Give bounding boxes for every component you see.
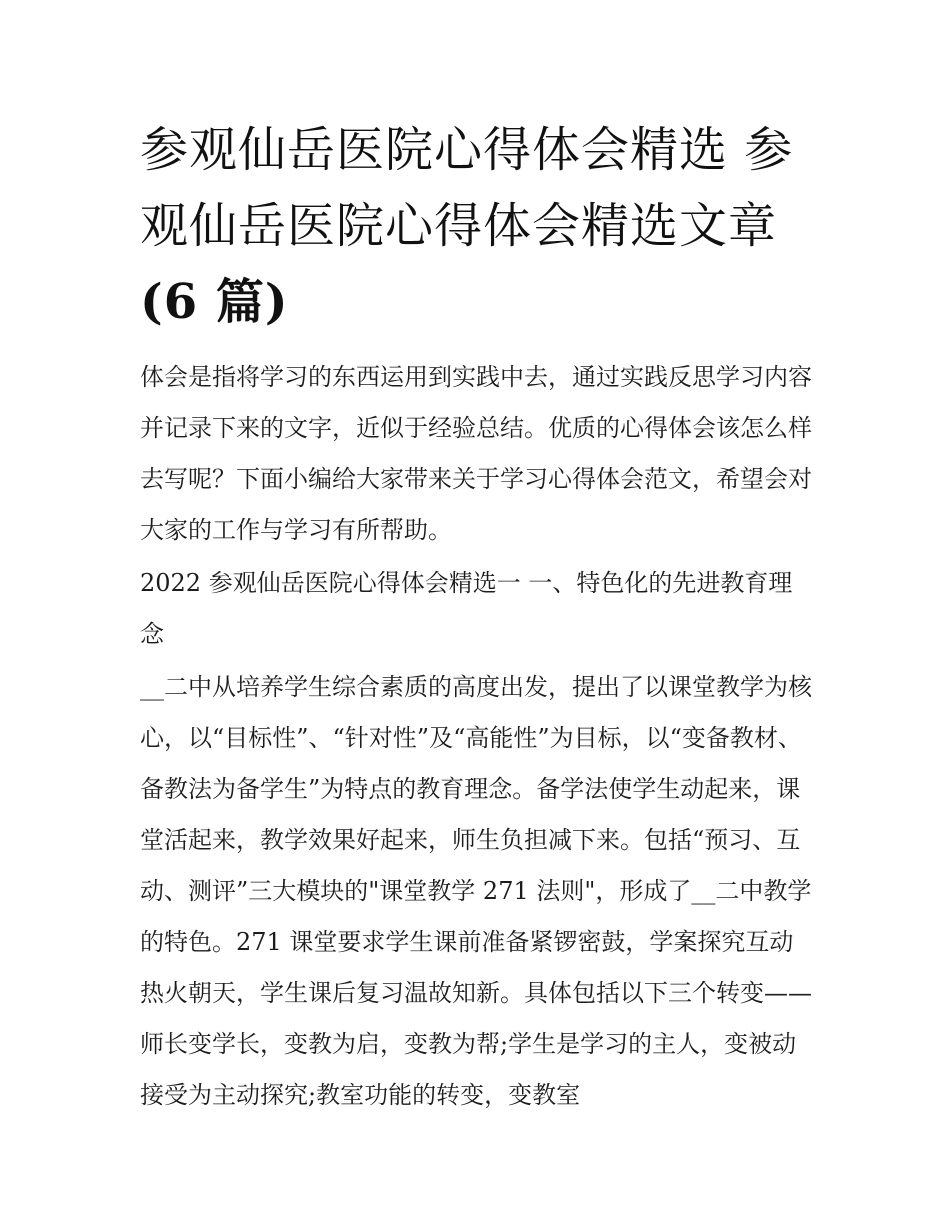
section-heading: 2022 参观仙岳医院心得体会精选一 一、特色化的先进教育理念 <box>140 569 793 648</box>
document-title-main: 参观仙岳医院心得体会精选 参观仙岳医院心得体会精选文章 <box>140 122 794 254</box>
document-title <box>140 112 816 340</box>
document-content <box>140 112 816 1121</box>
intro-paragraph: 体会是指将学习的东西运用到实践中去，通过实践反思学习内容并记录下来的文字，近似于经验总结。优质的心得体会该怎么样去写呢？下面小编给大家带来关于学习心得体会范文，希望会对大家的工作与学习有所帮助。 <box>140 363 812 544</box>
document-title-count: (6 篇) <box>140 274 289 330</box>
body-paragraph: __二中从培养学生综合素质的高度出发，提出了以课堂教学为核心，以“目标性”、“针对性”及“高能性”为目标，以“变备教材、备教法为备学生”为特点的教育理念。备学法使学生动起来，课堂活起来，教学效果好起来，师生负担减下来。包括“预习、互动、测评”三大模块的"课堂教学 271 法则"，形成了__二中教学的特色。271 课堂要求学生课前准备紧锣密鼓，学案探究互动热火朝天，学生课后复习温故知新。具体包括以下三个转变——师长变学长，变教为启，变教为帮;学生是学习的主人，变被动接受为主动探究;教室功能的转变，变教室 <box>140 673 812 1109</box>
